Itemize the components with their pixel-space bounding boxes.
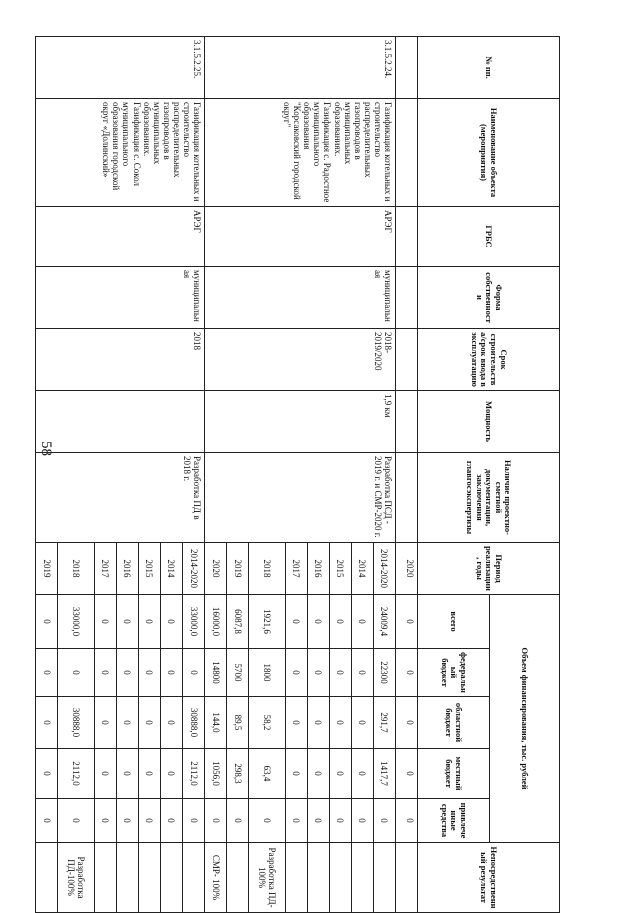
value-cell: 0: [36, 595, 58, 649]
value-cell: 33000,0: [58, 595, 95, 649]
header-result: Непосредственный результат: [418, 843, 560, 913]
period-cell: 2018: [249, 543, 286, 595]
value-cell: 0: [329, 649, 351, 697]
period-cell: 2014: [160, 543, 182, 595]
value-cell: 0: [160, 697, 182, 749]
empty-cell: [395, 329, 417, 391]
result-cell: [94, 843, 116, 913]
period-cell: 2019: [227, 543, 249, 595]
value-cell: 0: [285, 595, 307, 649]
project-deadline: 2018-2019/2020: [205, 329, 396, 391]
header-attracted: привлеченные средства: [418, 799, 490, 843]
value-cell: 0: [94, 799, 116, 843]
value-cell: 0: [94, 649, 116, 697]
empty-cell: [395, 99, 417, 207]
project-num: 3.1.5.2.24.: [205, 37, 396, 99]
empty-cell: [395, 207, 417, 267]
value-cell: 0: [94, 697, 116, 749]
value-cell: 144,0: [205, 697, 227, 749]
value-cell: 0: [329, 697, 351, 749]
value-cell: 0: [329, 595, 351, 649]
period-cell: 2019: [36, 543, 58, 595]
value-cell: 0: [160, 649, 182, 697]
project-grbs: АРЭГ: [205, 207, 396, 267]
value-cell: 0: [351, 799, 373, 843]
header-federal: федеральный бюджет: [418, 649, 490, 697]
value-cell: 0: [94, 749, 116, 799]
value-cell: 0: [160, 749, 182, 799]
header-regional: областной бюджет: [418, 697, 490, 749]
project-grbs: АРЭГ: [36, 207, 205, 267]
period-cell: 2017: [285, 543, 307, 595]
value-cell: 0: [307, 697, 329, 749]
value-cell: 6087,8: [227, 595, 249, 649]
header-capacity: Мощность: [418, 391, 560, 453]
value-cell: 0: [138, 649, 160, 697]
project-capacity: 1,9 км: [205, 391, 396, 453]
project-ownership: муниципальная: [205, 267, 396, 329]
header-grbs: ГРБС: [418, 207, 560, 267]
value-cell: 63,4: [249, 749, 286, 799]
header-total: всего: [418, 595, 490, 649]
result-cell: [227, 843, 249, 913]
value-cell: 0: [307, 595, 329, 649]
header-period: Период реализации, годы: [418, 543, 560, 595]
value-cell: 0: [329, 799, 351, 843]
value-cell: 14800: [205, 649, 227, 697]
value-cell: 0: [160, 595, 182, 649]
value-cell: 0: [351, 595, 373, 649]
value-cell: 0: [116, 595, 138, 649]
value-cell: 0: [138, 697, 160, 749]
empty-cell: [395, 37, 417, 99]
header-name: Наименование объекта (мероприятия): [418, 99, 560, 207]
project-docs: Разработка ПД в 2018 г.: [36, 453, 205, 543]
value-cell: 2112,0: [58, 749, 95, 799]
period-cell: 2014-2020: [373, 543, 395, 595]
value-cell: 24009,4: [373, 595, 395, 649]
project-docs: Разработка ПСД - 2019 г. и СМР-2020 г.: [205, 453, 396, 543]
value-cell: 0: [395, 649, 417, 697]
result-cell: [160, 843, 182, 913]
project-ownership: муниципальная: [36, 267, 205, 329]
project-name: Газификация котельных и строительство распределительных газопроводов в муниципальных образованиях. Газификация с. Сокол муниципального образования городской округ «Долинский»: [36, 99, 205, 207]
value-cell: 33000,0: [182, 595, 204, 649]
rotated-table-container: [35, 36, 560, 909]
period-cell: 2016: [116, 543, 138, 595]
empty-cell: [395, 267, 417, 329]
period-cell: 2014-2020: [182, 543, 204, 595]
value-cell: 30888,0: [58, 697, 95, 749]
value-cell: 0: [285, 649, 307, 697]
result-cell: [116, 843, 138, 913]
table-row: [395, 37, 417, 913]
value-cell: 0: [285, 799, 307, 843]
value-cell: 298,3: [227, 749, 249, 799]
project-capacity: [36, 391, 205, 453]
period-cell: 2014: [351, 543, 373, 595]
result-cell: [285, 843, 307, 913]
value-cell: 0: [160, 799, 182, 843]
period-cell: 2020: [205, 543, 227, 595]
page-number: 58: [38, 441, 54, 456]
value-cell: 0: [94, 595, 116, 649]
value-cell: 1417,7: [373, 749, 395, 799]
value-cell: 0: [36, 649, 58, 697]
value-cell: 0: [307, 649, 329, 697]
value-cell: 0: [116, 697, 138, 749]
value-cell: 16000,0: [205, 595, 227, 649]
result-cell: [351, 843, 373, 913]
funding-table: [35, 36, 560, 913]
value-cell: 5700: [227, 649, 249, 697]
period-cell: 2015: [329, 543, 351, 595]
result-cell: [373, 843, 395, 913]
value-cell: 0: [116, 649, 138, 697]
value-cell: 0: [285, 749, 307, 799]
value-cell: 1921,6: [249, 595, 286, 649]
value-cell: 0: [249, 799, 286, 843]
value-cell: 0: [351, 697, 373, 749]
header-funding-group: Объем финансирования, тыс. рублей: [490, 595, 560, 843]
value-cell: 0: [58, 799, 95, 843]
empty-cell: [395, 391, 417, 453]
period-cell: 2016: [307, 543, 329, 595]
result-cell: Разработка ПД- 100%: [249, 843, 286, 913]
value-cell: 291,7: [373, 697, 395, 749]
value-cell: 0: [58, 649, 95, 697]
value-cell: 0: [395, 595, 417, 649]
header-local: местный бюджет: [418, 749, 490, 799]
value-cell: 2020: [395, 543, 417, 595]
value-cell: 0: [36, 799, 58, 843]
project-num: 3.1.5.2.25.: [36, 37, 205, 99]
project-deadline: 2018: [36, 329, 205, 391]
value-cell: 0: [395, 697, 417, 749]
period-cell: 2015: [138, 543, 160, 595]
empty-cell: [395, 453, 417, 543]
header-num: № пп.: [418, 37, 560, 99]
result-cell: [138, 843, 160, 913]
value-cell: 22300: [373, 649, 395, 697]
value-cell: 0: [227, 799, 249, 843]
value-cell: 0: [307, 749, 329, 799]
value-cell: 0: [205, 799, 227, 843]
value-cell: 0: [182, 799, 204, 843]
value-cell: 0: [395, 749, 417, 799]
value-cell: 0: [116, 799, 138, 843]
table-row: [373, 37, 395, 913]
result-cell: [329, 843, 351, 913]
value-cell: 1056,0: [205, 749, 227, 799]
value-cell: 0: [307, 799, 329, 843]
value-cell: 0: [138, 799, 160, 843]
value-cell: 0: [36, 749, 58, 799]
value-cell: 0: [182, 649, 204, 697]
value-cell: 58,2: [249, 697, 286, 749]
value-cell: 0: [36, 697, 58, 749]
value-cell: [395, 843, 417, 913]
value-cell: 0: [116, 749, 138, 799]
result-cell: Разработка ПД-100%: [58, 843, 95, 913]
result-cell: [307, 843, 329, 913]
value-cell: 0: [138, 749, 160, 799]
value-cell: 0: [351, 749, 373, 799]
result-cell: СМР- 100%: [205, 843, 227, 913]
value-cell: 0: [285, 697, 307, 749]
header-docs: Наличие проектно-сметной документации, заключения главгосэкспертизы: [418, 453, 560, 543]
value-cell: 1800: [249, 649, 286, 697]
value-cell: 30888,0: [182, 697, 204, 749]
result-cell: [36, 843, 58, 913]
value-cell: 0: [373, 799, 395, 843]
project-name: Газификация котельных и строительство распределительных газопроводов в муниципальных образованиях. Газификация с. Радостное муниципального образования "Корсаковский городской округ": [205, 99, 396, 207]
value-cell: 0: [351, 649, 373, 697]
period-cell: 2017: [94, 543, 116, 595]
value-cell: 2112,0: [182, 749, 204, 799]
value-cell: 0: [138, 595, 160, 649]
period-cell: 2018: [58, 543, 95, 595]
result-cell: [182, 843, 204, 913]
value-cell: 0: [395, 799, 417, 843]
value-cell: 0: [329, 749, 351, 799]
value-cell: 89,5: [227, 697, 249, 749]
table-row: [182, 37, 204, 913]
header-ownership: Форма собственности: [418, 267, 560, 329]
header-deadline: Срок строительства/срок ввода в эксплуатацию: [418, 329, 560, 391]
